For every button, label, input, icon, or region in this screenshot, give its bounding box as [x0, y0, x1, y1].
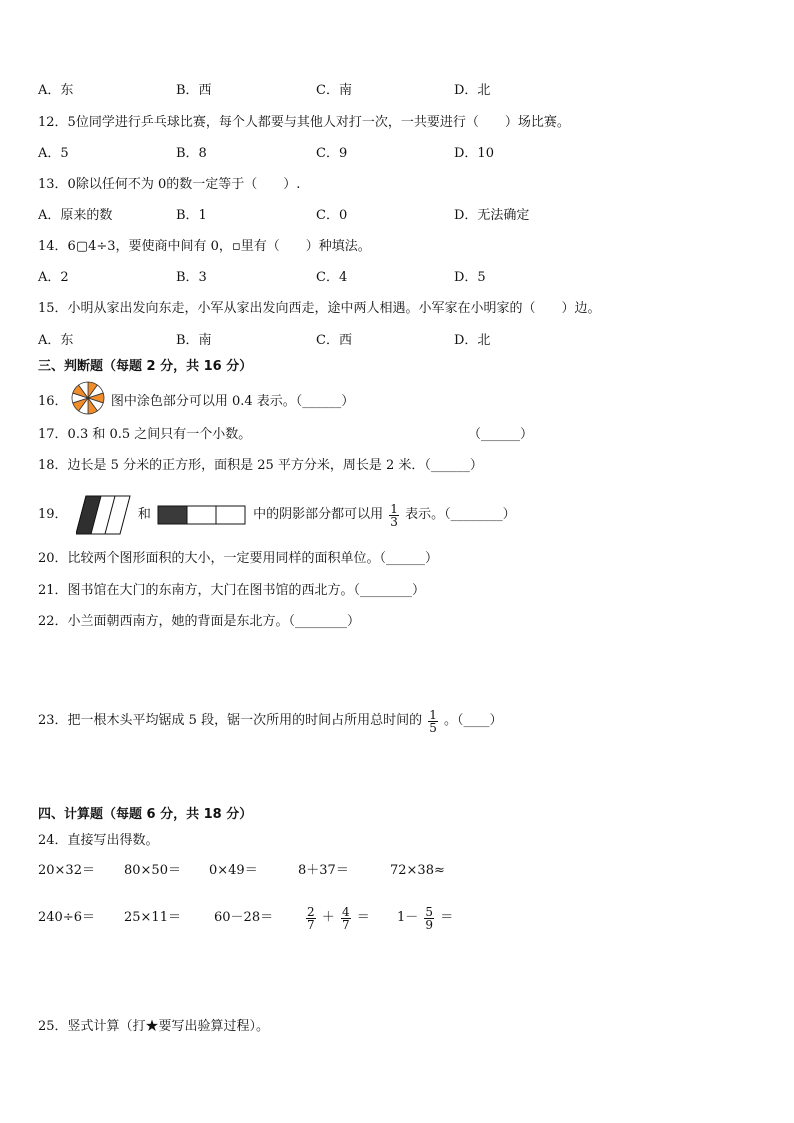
q13-option-b[interactable]: B．1 [176, 208, 207, 223]
q21-text: 21．图书馆在大门的东南方，大门在图书馆的西北方。（________） [38, 583, 426, 598]
q11-option-b[interactable]: B．西 [176, 83, 212, 98]
q13-options [38, 207, 758, 225]
q19-number: 19． [38, 507, 68, 522]
q23-fraction-numerator: 1 [429, 707, 437, 722]
q24-row2-item-1: 240÷6＝ [38, 910, 95, 925]
q24-row2-item-3: 60－28＝ [214, 910, 274, 925]
q24-frac1-b-numerator: 4 [341, 904, 350, 919]
q24-frac1-a-denominator: 7 [307, 917, 315, 932]
q19-text-before: 中的阴影部分都可以用 [253, 507, 384, 522]
q23-text-after: 。（____） [444, 713, 503, 728]
q17-text: 17．0.3 和 0.5 之间只有一个小数。 [38, 427, 252, 442]
q23-fraction [428, 709, 438, 734]
q24-frac2 [424, 906, 434, 931]
q19-and: 和 [137, 507, 151, 522]
q24-frac2-numerator: 5 [425, 904, 434, 919]
q24-frac2-denominator: 9 [425, 917, 434, 932]
q19-fraction-denominator: 3 [390, 514, 398, 529]
q12-option-d[interactable]: D．10 [454, 146, 494, 161]
q24-frac1-a-numerator: 2 [307, 904, 315, 919]
q12-option-b[interactable]: B．8 [176, 146, 207, 161]
q24-frac1-b [341, 906, 351, 931]
q13-option-c[interactable]: C．0 [316, 208, 348, 223]
q15-option-c[interactable]: C．西 [316, 333, 352, 348]
q24-frac1-a [306, 906, 316, 931]
q11-options [38, 82, 758, 100]
q14-options [38, 269, 758, 287]
q24-fraction-diff [397, 898, 453, 939]
q24-row1-item-3: 0×49＝ [209, 863, 258, 878]
q17-answer-blank[interactable]: （______） [468, 427, 534, 442]
q24-text: 24．直接写出得数。 [38, 833, 159, 848]
q15-option-d[interactable]: D．北 [454, 333, 491, 348]
q20-text: 20．比较两个图形面积的大小，一定要用同样的面积单位。（______） [38, 551, 439, 566]
q12-options [38, 145, 758, 163]
q11-option-c[interactable]: C．南 [316, 83, 352, 98]
q24-fraction-sum [304, 898, 370, 939]
q23-fraction-denominator: 5 [429, 720, 437, 735]
q13-option-a[interactable]: A．原来的数 [38, 208, 113, 223]
q14-option-a[interactable]: A．2 [38, 270, 69, 285]
q12-text: 12．5位同学进行乒乓球比赛，每个人都要与其他人对打一次，一共要进行（ ）场比赛。 [38, 115, 570, 130]
q24-row2-item-2: 25×11＝ [124, 910, 181, 925]
q24-frac2-lead: 1－ [397, 910, 419, 925]
q15-option-b[interactable]: B．南 [176, 333, 212, 348]
q15-options [38, 332, 758, 350]
shaded-pie-icon [70, 380, 106, 416]
section-4-heading: 四、计算题（每题 6 分，共 18 分） [38, 807, 253, 822]
strip-figure-icon [157, 504, 247, 526]
q24-row1-item-5: 72×38≈ [390, 863, 445, 878]
q15-text: 15．小明从家出发向东走，小军从家出发向西走，途中两人相遇。小军家在小明家的（ ）边。 [38, 301, 601, 316]
q24-row1-item-4: 8＋37＝ [298, 863, 349, 878]
q24-frac2-equals: ＝ [440, 910, 454, 925]
parallelogram-figure-icon [76, 494, 132, 536]
q23-text-before: 23．把一根木头平均锯成 5 段，锯一次所用的时间占所用总时间的 [38, 713, 423, 728]
q14-text: 14．6▢4÷3，要使商中间有 0，▫里有（ ）种填法。 [38, 239, 371, 254]
q14-option-d[interactable]: D．5 [454, 270, 486, 285]
q19-line [38, 494, 516, 536]
q23-line [38, 706, 503, 737]
q19-text-after: 表示。（________） [405, 507, 516, 522]
q11-option-a[interactable]: A．东 [38, 83, 74, 98]
q25-text: 25．竖式计算（打★要写出验算过程）。 [38, 1019, 270, 1034]
q19-fraction-numerator: 1 [390, 501, 398, 516]
q24-frac1-equals: ＝ [356, 910, 370, 925]
q16-line [38, 388, 354, 416]
q15-option-a[interactable]: A．东 [38, 333, 74, 348]
q16-text: 图中涂色部分可以用 0.4 表示。（______） [110, 394, 355, 409]
q16-number: 16． [38, 394, 68, 409]
q24-frac1-operator: ＋ [321, 910, 335, 925]
section-3-heading: 三、判断题（每题 2 分，共 16 分） [38, 359, 253, 374]
q11-option-d[interactable]: D．北 [454, 83, 491, 98]
q12-option-a[interactable]: A．5 [38, 146, 69, 161]
q24-row1-item-1: 20×32＝ [38, 863, 95, 878]
q14-option-b[interactable]: B．3 [176, 270, 207, 285]
q24-frac1-b-denominator: 7 [341, 917, 350, 932]
q22-text: 22．小兰面朝西南方，她的背面是东北方。（________） [38, 614, 361, 629]
q18-text: 18．边长是 5 分米的正方形，面积是 25 平方分米，周长是 2 米．（______） [38, 458, 483, 473]
q19-fraction [389, 503, 399, 528]
q13-option-d[interactable]: D．无法确定 [454, 208, 530, 223]
q12-option-c[interactable]: C．9 [316, 146, 348, 161]
q24-row1-item-2: 80×50＝ [124, 863, 181, 878]
q13-text: 13．0除以任何不为 0的数一定等于（ ）. [38, 177, 301, 192]
q14-option-c[interactable]: C．4 [316, 270, 348, 285]
